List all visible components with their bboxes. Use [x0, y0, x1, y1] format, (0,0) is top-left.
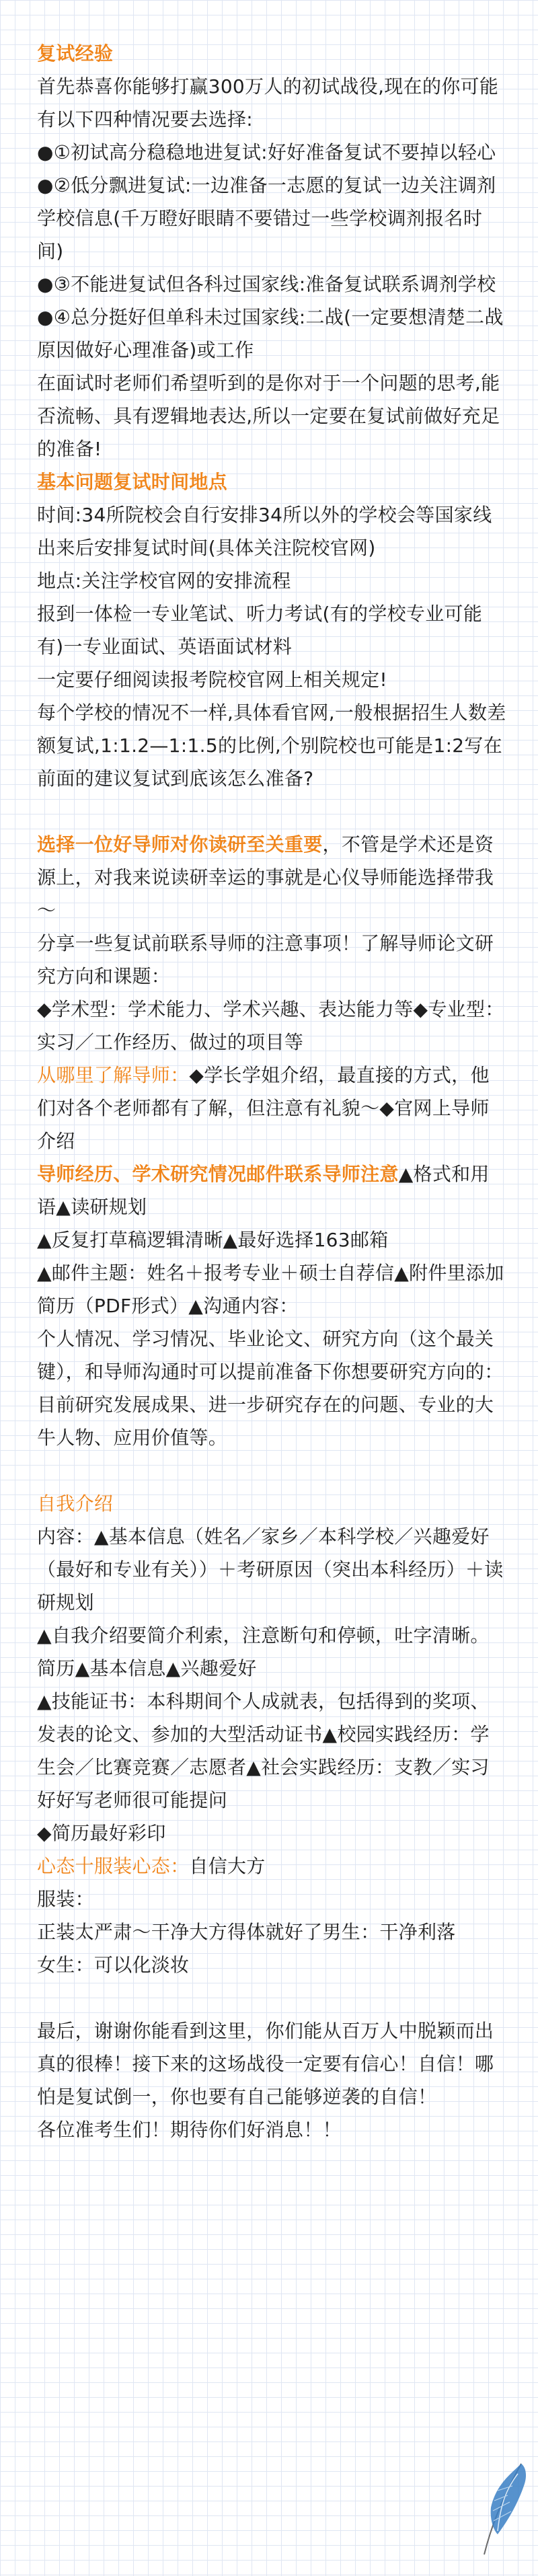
paragraph-ratio: 每个学校的情况不一样,具体看官网,一般根据招生人数差额复试,1:1.2—1:1.5的比例,个别院校也可能是1:2写在前面的建议复试到底该怎么准备?: [37, 702, 506, 790]
list-item-case-1: ●①初试高分稳稳地进复试:好好准备复试不要掉以轻心: [37, 141, 496, 163]
paragraph-mindset-rest: 自信大方: [189, 1855, 266, 1877]
spacer: [37, 1454, 508, 1487]
highlight-choose-supervisor: 选择一位好导师对你读研至关重要: [37, 833, 323, 856]
paragraph-place: 地点:关注学校官网的安排流程: [37, 570, 291, 592]
paragraph-goodbye: 各位准考生们！期待你们好消息！！: [37, 2119, 342, 2141]
paragraph-resume: 简历▲基本信息▲兴趣爱好: [37, 1657, 257, 1679]
list-item-case-4: ●④总分挺好但单科未过国家线:二战(一定要想清楚二战原因做好心理准备)或工作: [37, 306, 504, 361]
list-item-case-3: ●③不能进复试但各科过国家线:准备复试联系调剂学校: [37, 273, 496, 295]
paragraph-choose-supervisor-rest: ，不管是学术还是资源上，对我来说读研幸运的事就是心仪导师能选择带我～: [37, 833, 494, 921]
paragraph-mindset: [37, 1850, 508, 1883]
article-content: [37, 37, 508, 2146]
feather-icon: [471, 2454, 531, 2561]
paragraph-final: 最后，谢谢你能看到这里，你们能从百万人中脱颖而出真的很棒！接下来的这场战役一定要有信心！自信！哪怕是复试倒一，你也要有自己能够逆袭的自信！: [37, 2020, 494, 2108]
paragraph-mail-contact-rest: ▲格式和用语▲读研规划: [37, 1163, 490, 1218]
paragraph-skills: ▲技能证书：本科期间个人成就表，包括得到的奖项、发表的论文、参加的大型活动证书▲校园实践经历：学生会／比赛竞赛／志愿者▲社会实践经历：支教／实习好好写老师很可能提问: [37, 1690, 490, 1811]
paragraph-report-flow: 报到一体检一专业笔试、听力考试(有的学校专业可能有)一专业面试、英语面试材料: [37, 603, 483, 658]
paragraph-mail-contact: [37, 1158, 508, 1223]
paragraph-interview-advice: 在面试时老师们希望听到的是你对于一个问题的思考,能否流畅、具有逻辑地表达,所以一定要在复试前做好充足的准备!: [37, 372, 500, 460]
paragraph-read-rules: 一定要仔细阅读报考院校官网上相关规定!: [37, 669, 387, 691]
paragraph-girls: 女生：可以化淡妆: [37, 1954, 190, 1976]
highlight-mindset: 心态十服装心态：: [37, 1855, 190, 1877]
paragraph-where-learn: [37, 1059, 508, 1158]
paragraph-time: 时间:34所院校会自行安排34所以外的学校会等国家线出来后安排复试时间(具体关注院校官网): [37, 504, 492, 559]
highlight-mail-contact: 导师经历、学术研究情况邮件联系导师注意: [37, 1163, 399, 1185]
paragraph-intro: 首先恭喜你能够打赢300万人的初试战役,现在的你可能有以下四种情况要去选择:: [37, 75, 499, 130]
paragraph-mail-content: 个人情况、学习情况、毕业论文、研究方向（这个最关键），和导师沟通时可以提前准备下你想要研究方向的：目前研究发展成果、进一步研究存在的问题、专业的大牛人物、应用价值等。: [37, 1328, 504, 1449]
paragraph-dress: 服装：: [37, 1888, 94, 1910]
list-item-case-2: ●②低分飘进复试:一边准备一志愿的复试一边关注调剂学校信息(千万瞪好眼睛不要错过一些学校调剂报名时间): [37, 174, 496, 262]
spacer: [37, 795, 508, 828]
paragraph-dress-detail: 正装太严肃～干净大方得体就好了男生：干净利落: [37, 1921, 456, 1943]
section-title-basic-questions: 基本问题复试时间地点: [37, 471, 228, 493]
paragraph-intro-content: 内容：▲基本信息（姓名／家乡／本科学校／兴趣爱好（最好和专业有关））＋考研原因（突出本科经历）＋读研规划: [37, 1525, 504, 1614]
paragraph-where-learn-rest: ◆学长学姐介绍，最直接的方式，他们对各个老师都有了解，但注意有礼貌～◆官网上导师介绍: [37, 1064, 490, 1152]
paragraph-mail-draft: ▲反复打草稿逻辑清晰▲最好选择163邮箱: [37, 1229, 389, 1251]
paragraph-share-tips: 分享一些复试前联系导师的注意事项！了解导师论文研究方向和课题：: [37, 932, 494, 987]
paragraph-degree-types: ◆学术型：学术能力、学术兴趣、表达能力等◆专业型：实习／工作经历、做过的项目等: [37, 998, 504, 1053]
spacer: [37, 1981, 508, 2014]
paragraph-intro-brief: ▲自我介绍要简介利索，注意断句和停顿，吐字清晰。: [37, 1624, 490, 1646]
highlight-where-learn: 从哪里了解导师：: [37, 1064, 190, 1086]
section-title-retest-experience: 复试经验: [37, 42, 114, 65]
section-title-self-intro: 自我介绍: [37, 1492, 114, 1515]
paragraph-mail-subject: ▲邮件主题：姓名＋报考专业＋硕士自荐信▲附件里添加简历（PDF形式）▲沟通内容：: [37, 1262, 504, 1317]
paragraph-choose-supervisor: [37, 828, 508, 927]
paragraph-color-print: ◆简历最好彩印: [37, 1822, 166, 1844]
